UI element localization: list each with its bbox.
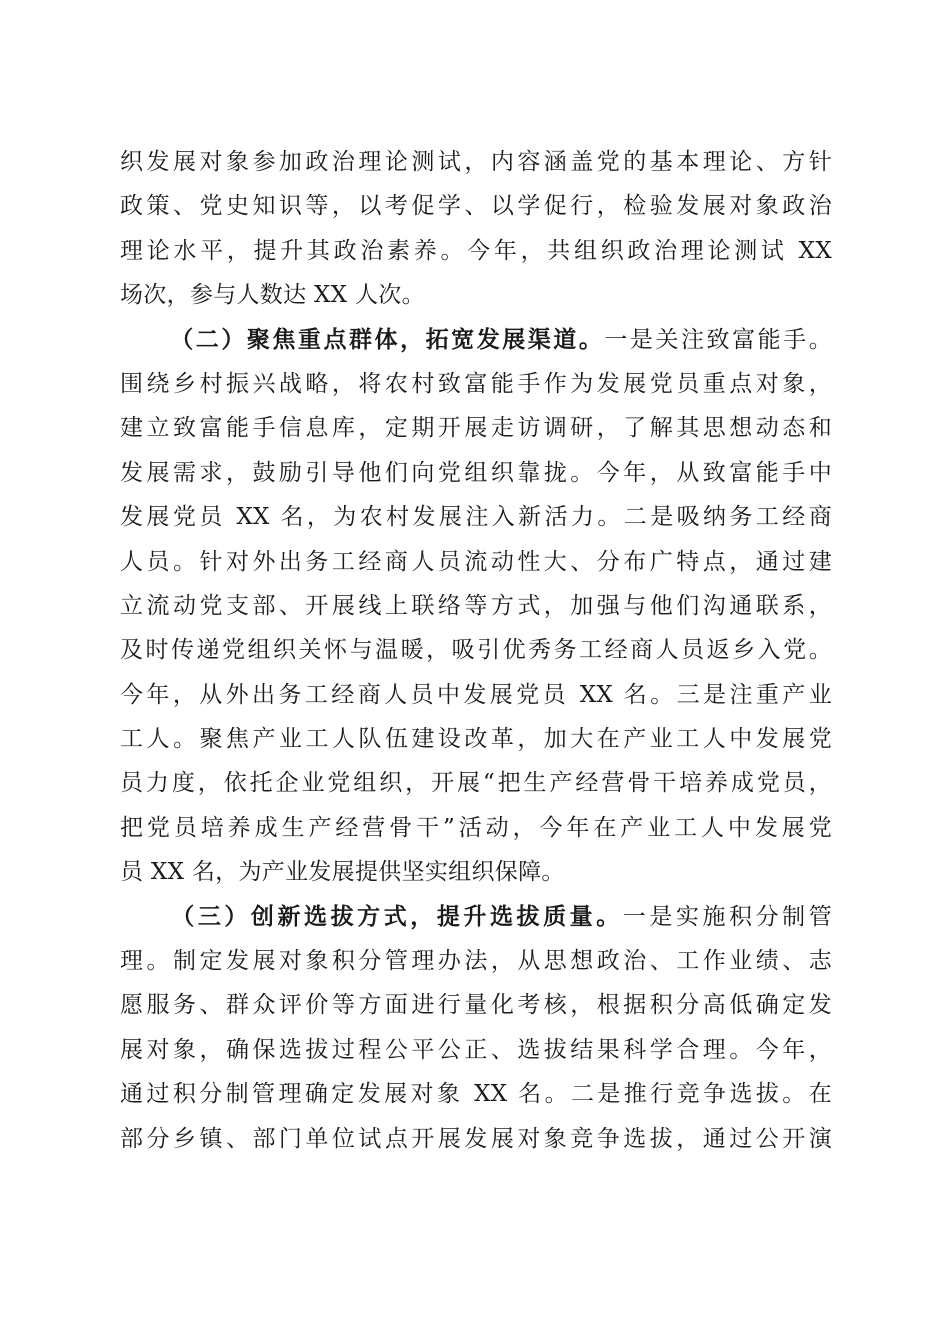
text-line: 围绕乡村振兴战略，将农村致富能手作为发展党员重点对象， <box>120 370 832 397</box>
text-line <box>120 895 832 939</box>
paragraph-2 <box>120 318 832 895</box>
text-line: 愿服务、群众评价等方面进行量化考核，根据积分高低确定发 <box>120 992 832 1019</box>
text-line: 员 XX 名，为产业发展提供坚实组织保障。 <box>120 859 565 886</box>
text-line: 员力度，依托企业党组织，开展“把生产经营骨干培养成党员， <box>120 770 832 797</box>
text-line: 理论水平，提升其政治素养。今年，共组织政治理论测试 XX <box>120 237 832 264</box>
text-line: 理。制定发展对象积分管理办法，从思想政治、工作业绩、志 <box>120 948 832 975</box>
section-heading: （三）创新选拔方式，提升选拔质量。 <box>168 902 623 930</box>
text-line: 织发展对象参加政治理论测试，内容涵盖党的基本理论、方针 <box>120 149 832 175</box>
text-line: 及时传递党组织关怀与温暖，吸引优秀务工经商人员返乡入党。 <box>120 637 832 664</box>
line-text: 一是关注致富能手。 <box>604 326 832 353</box>
text-line <box>120 318 832 362</box>
paragraph-1 <box>120 140 832 318</box>
text-line: 人员。针对外出务工经商人员流动性大、分布广特点，通过建 <box>120 548 832 575</box>
document-body <box>120 140 832 1161</box>
text-line: 发展需求，鼓励引导他们向党组织靠拢。今年，从致富能手中 <box>120 459 832 486</box>
text-line: 通过积分制管理确定发展对象 XX 名。二是推行竞争选拔。在 <box>120 1081 832 1108</box>
text-line: 部分乡镇、部门单位试点开展发展对象竞争选拔，通过公开演 <box>120 1125 832 1152</box>
text-line: 展对象，确保选拔过程公平公正、选拔结果科学合理。今年， <box>120 1036 832 1063</box>
text-line: 把党员培养成生产经营骨干”活动，今年在产业工人中发展党 <box>120 814 832 841</box>
section-heading: （二）聚焦重点群体，拓宽发展渠道。 <box>168 325 605 353</box>
text-line: 发展党员 XX 名，为农村发展注入新活力。二是吸纳务工经商 <box>120 504 832 531</box>
paragraph-3 <box>120 895 832 1161</box>
text-line: 今年，从外出务工经商人员中发展党员 XX 名。三是注重产业 <box>120 681 832 708</box>
text-line: 建立致富能手信息库，定期开展走访调研，了解其思想动态和 <box>120 415 832 442</box>
text-line: 立流动党支部、开展线上联络等方式，加强与他们沟通联系， <box>120 592 832 619</box>
text-line: 工人。聚焦产业工人队伍建设改革，加大在产业工人中发展党 <box>120 726 832 753</box>
text-line: 场次，参与人数达 XX 人次。 <box>120 282 425 309</box>
text-line: 政策、党史知识等，以考促学、以学促行，检验发展对象政治 <box>120 193 832 220</box>
line-text: 一是实施积分制管 <box>622 903 832 930</box>
